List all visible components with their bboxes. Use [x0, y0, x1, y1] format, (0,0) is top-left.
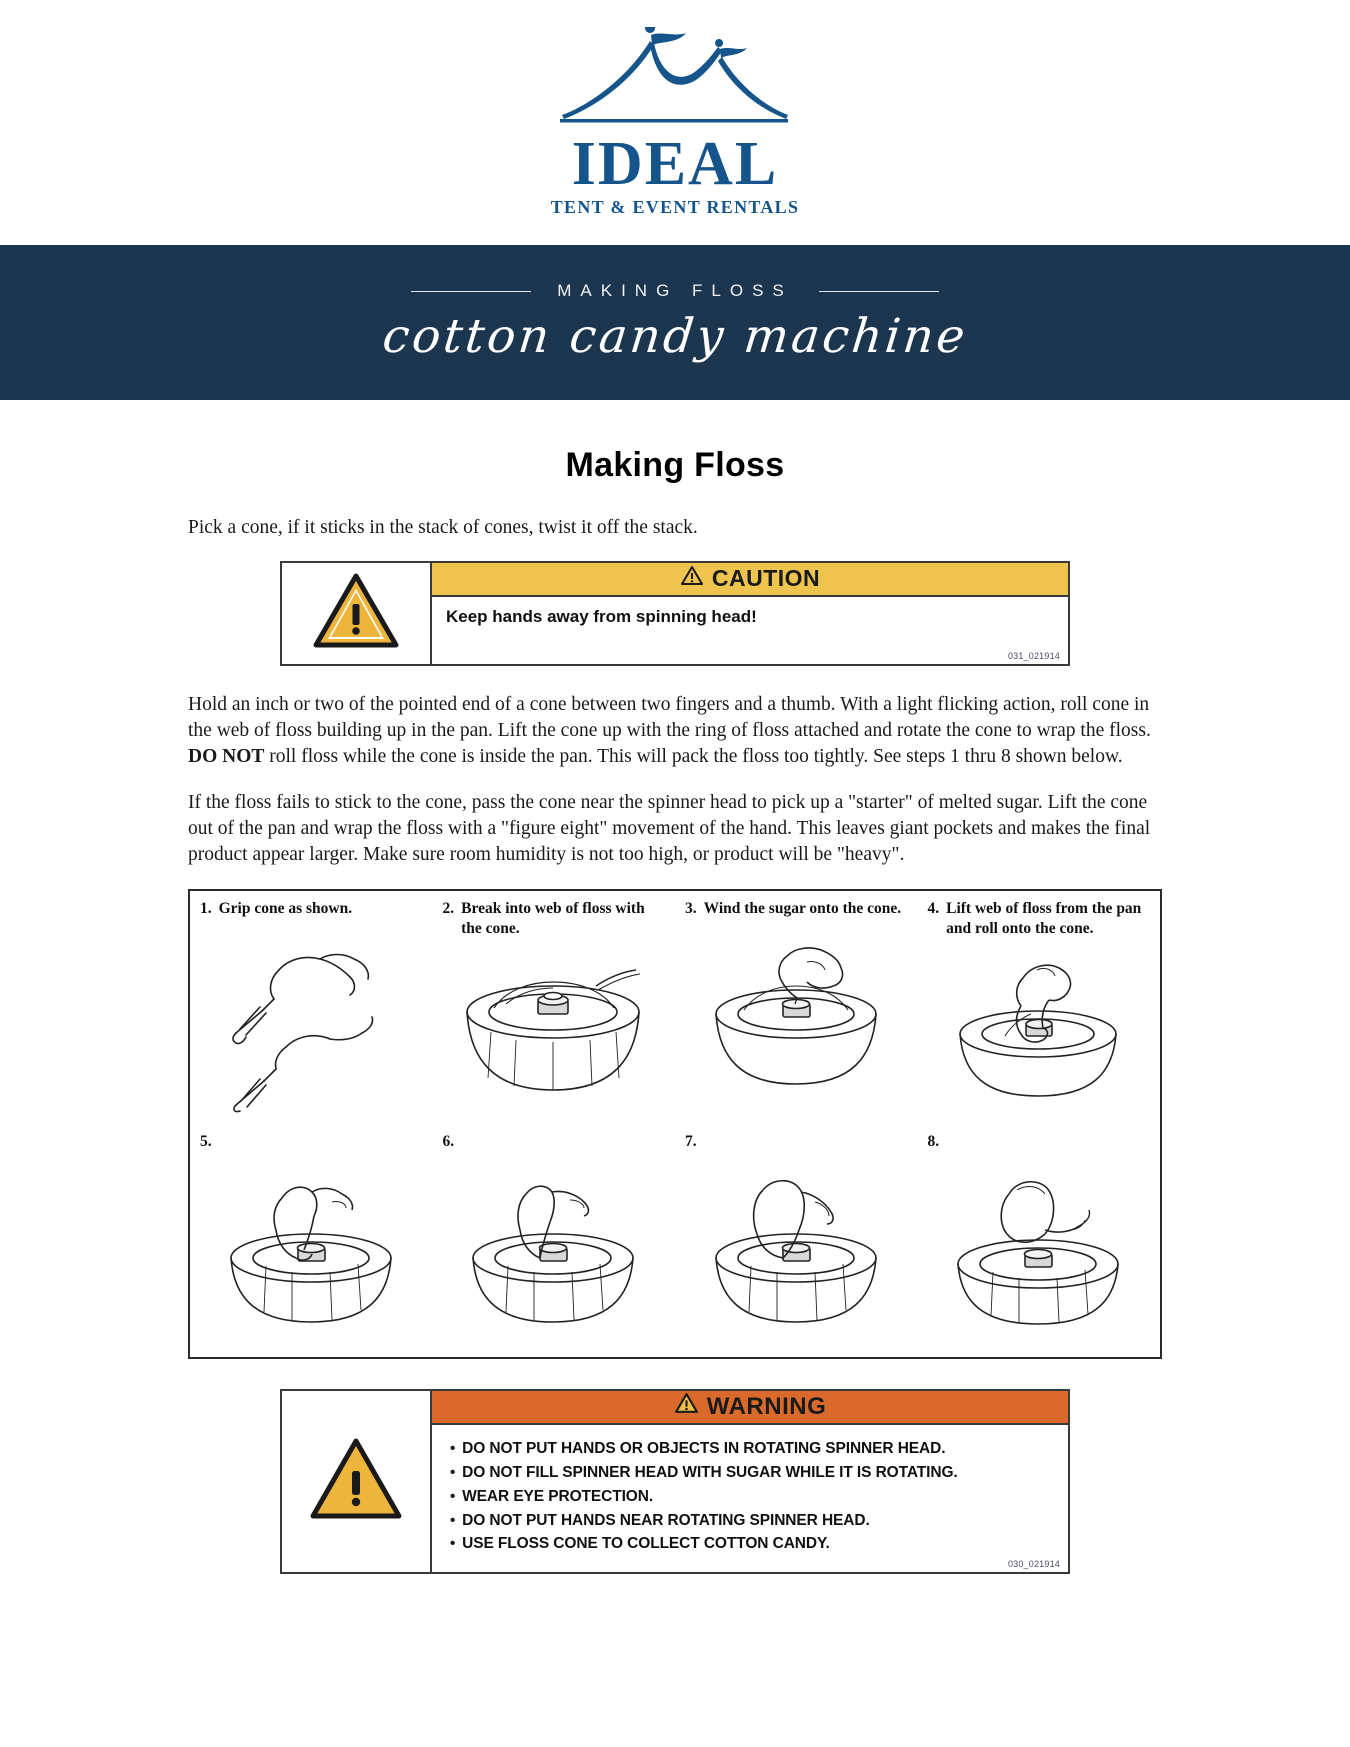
- warning-bullet-text: DO NOT FILL SPINNER HEAD WITH SUGAR WHILE IT IS ROTATING.: [462, 1464, 958, 1482]
- step-5: [190, 1124, 433, 1357]
- warning-header-label: WARNING: [706, 1393, 827, 1421]
- warning-triangle-icon: [310, 1438, 402, 1525]
- step-1: [190, 891, 433, 1124]
- warning-code: 030_021914: [1007, 1559, 1060, 1570]
- steps-row-top: [190, 891, 1160, 1124]
- step-8-number: 8.: [927, 1133, 940, 1151]
- warning-bullet-text: DO NOT PUT HANDS NEAR ROTATING SPINNER HEAD.: [462, 1511, 870, 1529]
- caution-message: Keep hands away from spinning head!: [446, 606, 757, 626]
- brand-tagline: TENT & EVENT RENTALS: [550, 197, 800, 218]
- hand-gripping-cone-illustration: [200, 919, 423, 1125]
- warning-bullet-text: DO NOT PUT HANDS OR OBJECTS IN ROTATING SPINNER HEAD.: [462, 1440, 946, 1458]
- step-5-head: [200, 1132, 423, 1151]
- instructions-paragraph-1: [188, 692, 1162, 770]
- step-6-head: [443, 1132, 666, 1151]
- para1-part-a: Hold an inch or two of the pointed end of a cone between two fingers and a thumb. With a light flicking action, roll cone in the web of floss building up in the pan. Lift the cone up with the ring of floss attached and rotate the cone to wrap the floss.: [188, 693, 1151, 741]
- banner-eyebrow-row: [0, 281, 1350, 301]
- warning-box: [280, 1389, 1070, 1574]
- step-7: [675, 1124, 918, 1357]
- instructions-paragraph-2: If the floss fails to stick to the cone, pass the cone near the spinner head to pick up a "starter" of melted sugar. Lift the cone out of the pan and wrap the floss with a "figure eight" movement of the hand. This leaves giant pockets and makes the final product appear larger. Make sure room humidity is not too high, or product will be "heavy".: [188, 791, 1151, 865]
- finished-cotton-candy-illustration: [928, 1152, 1151, 1358]
- banner-script-title: cotton candy machine: [379, 309, 971, 364]
- steps-row-bottom: [190, 1124, 1160, 1357]
- step-5-number: 5.: [200, 1133, 212, 1151]
- caution-header: [432, 563, 1068, 597]
- warning-triangle-icon: [313, 573, 399, 654]
- step-2-number: 2.: [442, 900, 455, 918]
- caution-box: [280, 561, 1070, 666]
- banner-eyebrow-text: MAKING FLOSS: [557, 281, 793, 300]
- step-3-head: [685, 899, 908, 918]
- step-6: [433, 1124, 676, 1357]
- step-8: [918, 1124, 1161, 1357]
- step-1-number: 1.: [200, 900, 212, 918]
- list-item: [450, 1461, 1054, 1485]
- list-item: [450, 1532, 1054, 1556]
- step-3-caption: Wind the sugar onto the cone.: [703, 900, 902, 918]
- list-item: [450, 1485, 1054, 1509]
- step-6-number: 6.: [442, 1133, 455, 1151]
- warning-main: [432, 1391, 1068, 1572]
- step-3-number: 3.: [685, 900, 697, 918]
- step-1-head: [200, 899, 423, 918]
- warning-bullet-text: USE FLOSS CONE TO COLLECT COTTON CANDY.: [462, 1535, 830, 1553]
- section-banner: [0, 245, 1350, 400]
- step-2: [433, 891, 676, 1124]
- lifting-floss-illustration: [928, 938, 1151, 1124]
- step-4-number: 4.: [927, 900, 940, 918]
- warning-triangle-small-icon: [674, 1392, 699, 1422]
- warning-header: [432, 1391, 1068, 1425]
- hand-winding-sugar-illustration: [685, 919, 908, 1125]
- caution-body: [432, 597, 1068, 664]
- intro-paragraph: Pick a cone, if it sticks in the stack of cones, twist it off the stack.: [188, 517, 698, 538]
- warning-bullet-list: [446, 1435, 1054, 1556]
- warning-bullet-text: WEAR EYE PROTECTION.: [462, 1487, 654, 1505]
- bullet-icon: •: [450, 1535, 456, 1553]
- bullet-icon: •: [450, 1487, 456, 1505]
- step-1-caption: Grip cone as shown.: [218, 900, 353, 918]
- warning-icon-cell: [282, 1391, 432, 1572]
- warning-triangle-small-icon: [680, 565, 704, 593]
- bullet-icon: •: [450, 1440, 456, 1458]
- warning-body: [432, 1425, 1068, 1572]
- step-4: [918, 891, 1161, 1124]
- caution-code: 031_021914: [1007, 650, 1060, 661]
- bullet-icon: •: [450, 1511, 456, 1529]
- step-7-head: [685, 1132, 908, 1151]
- brand-header: [0, 0, 1350, 245]
- document-content: [0, 400, 1350, 1574]
- step-3: [675, 891, 918, 1124]
- steps-panel: [188, 889, 1162, 1359]
- step-8-head: [928, 1132, 1151, 1151]
- rolling-floss-illustration: [200, 1152, 423, 1358]
- tent-icon: [550, 27, 800, 137]
- list-item: [450, 1509, 1054, 1533]
- pan-with-floss-web-illustration: [443, 938, 666, 1124]
- brand-name: IDEAL: [571, 129, 779, 198]
- para1-emphasis: DO NOT: [188, 745, 265, 767]
- step-4-head: [928, 899, 1151, 938]
- banner-rule-right: [819, 291, 939, 292]
- step-4-caption: Lift web of floss from the pan and roll onto the cone.: [946, 900, 1142, 937]
- banner-rule-left: [411, 291, 531, 292]
- step-7-number: 7.: [685, 1133, 697, 1151]
- bullet-icon: •: [450, 1464, 456, 1482]
- step-2-caption: Break into web of floss with the cone.: [461, 900, 645, 937]
- page-title: Making Floss: [565, 446, 785, 484]
- caution-header-label: CAUTION: [711, 565, 821, 592]
- floss-cone-large-illustration: [685, 1152, 908, 1358]
- floss-cone-rising-illustration: [443, 1152, 666, 1358]
- brand-logo: [550, 27, 800, 219]
- caution-main: [432, 563, 1068, 664]
- list-item: [450, 1437, 1054, 1461]
- step-2-head: [443, 899, 666, 938]
- caution-icon-cell: [282, 563, 432, 664]
- para1-part-b: roll floss while the cone is inside the pan. This will pack the floss too tightly. See steps 1 thru 8 shown below.: [264, 745, 1123, 767]
